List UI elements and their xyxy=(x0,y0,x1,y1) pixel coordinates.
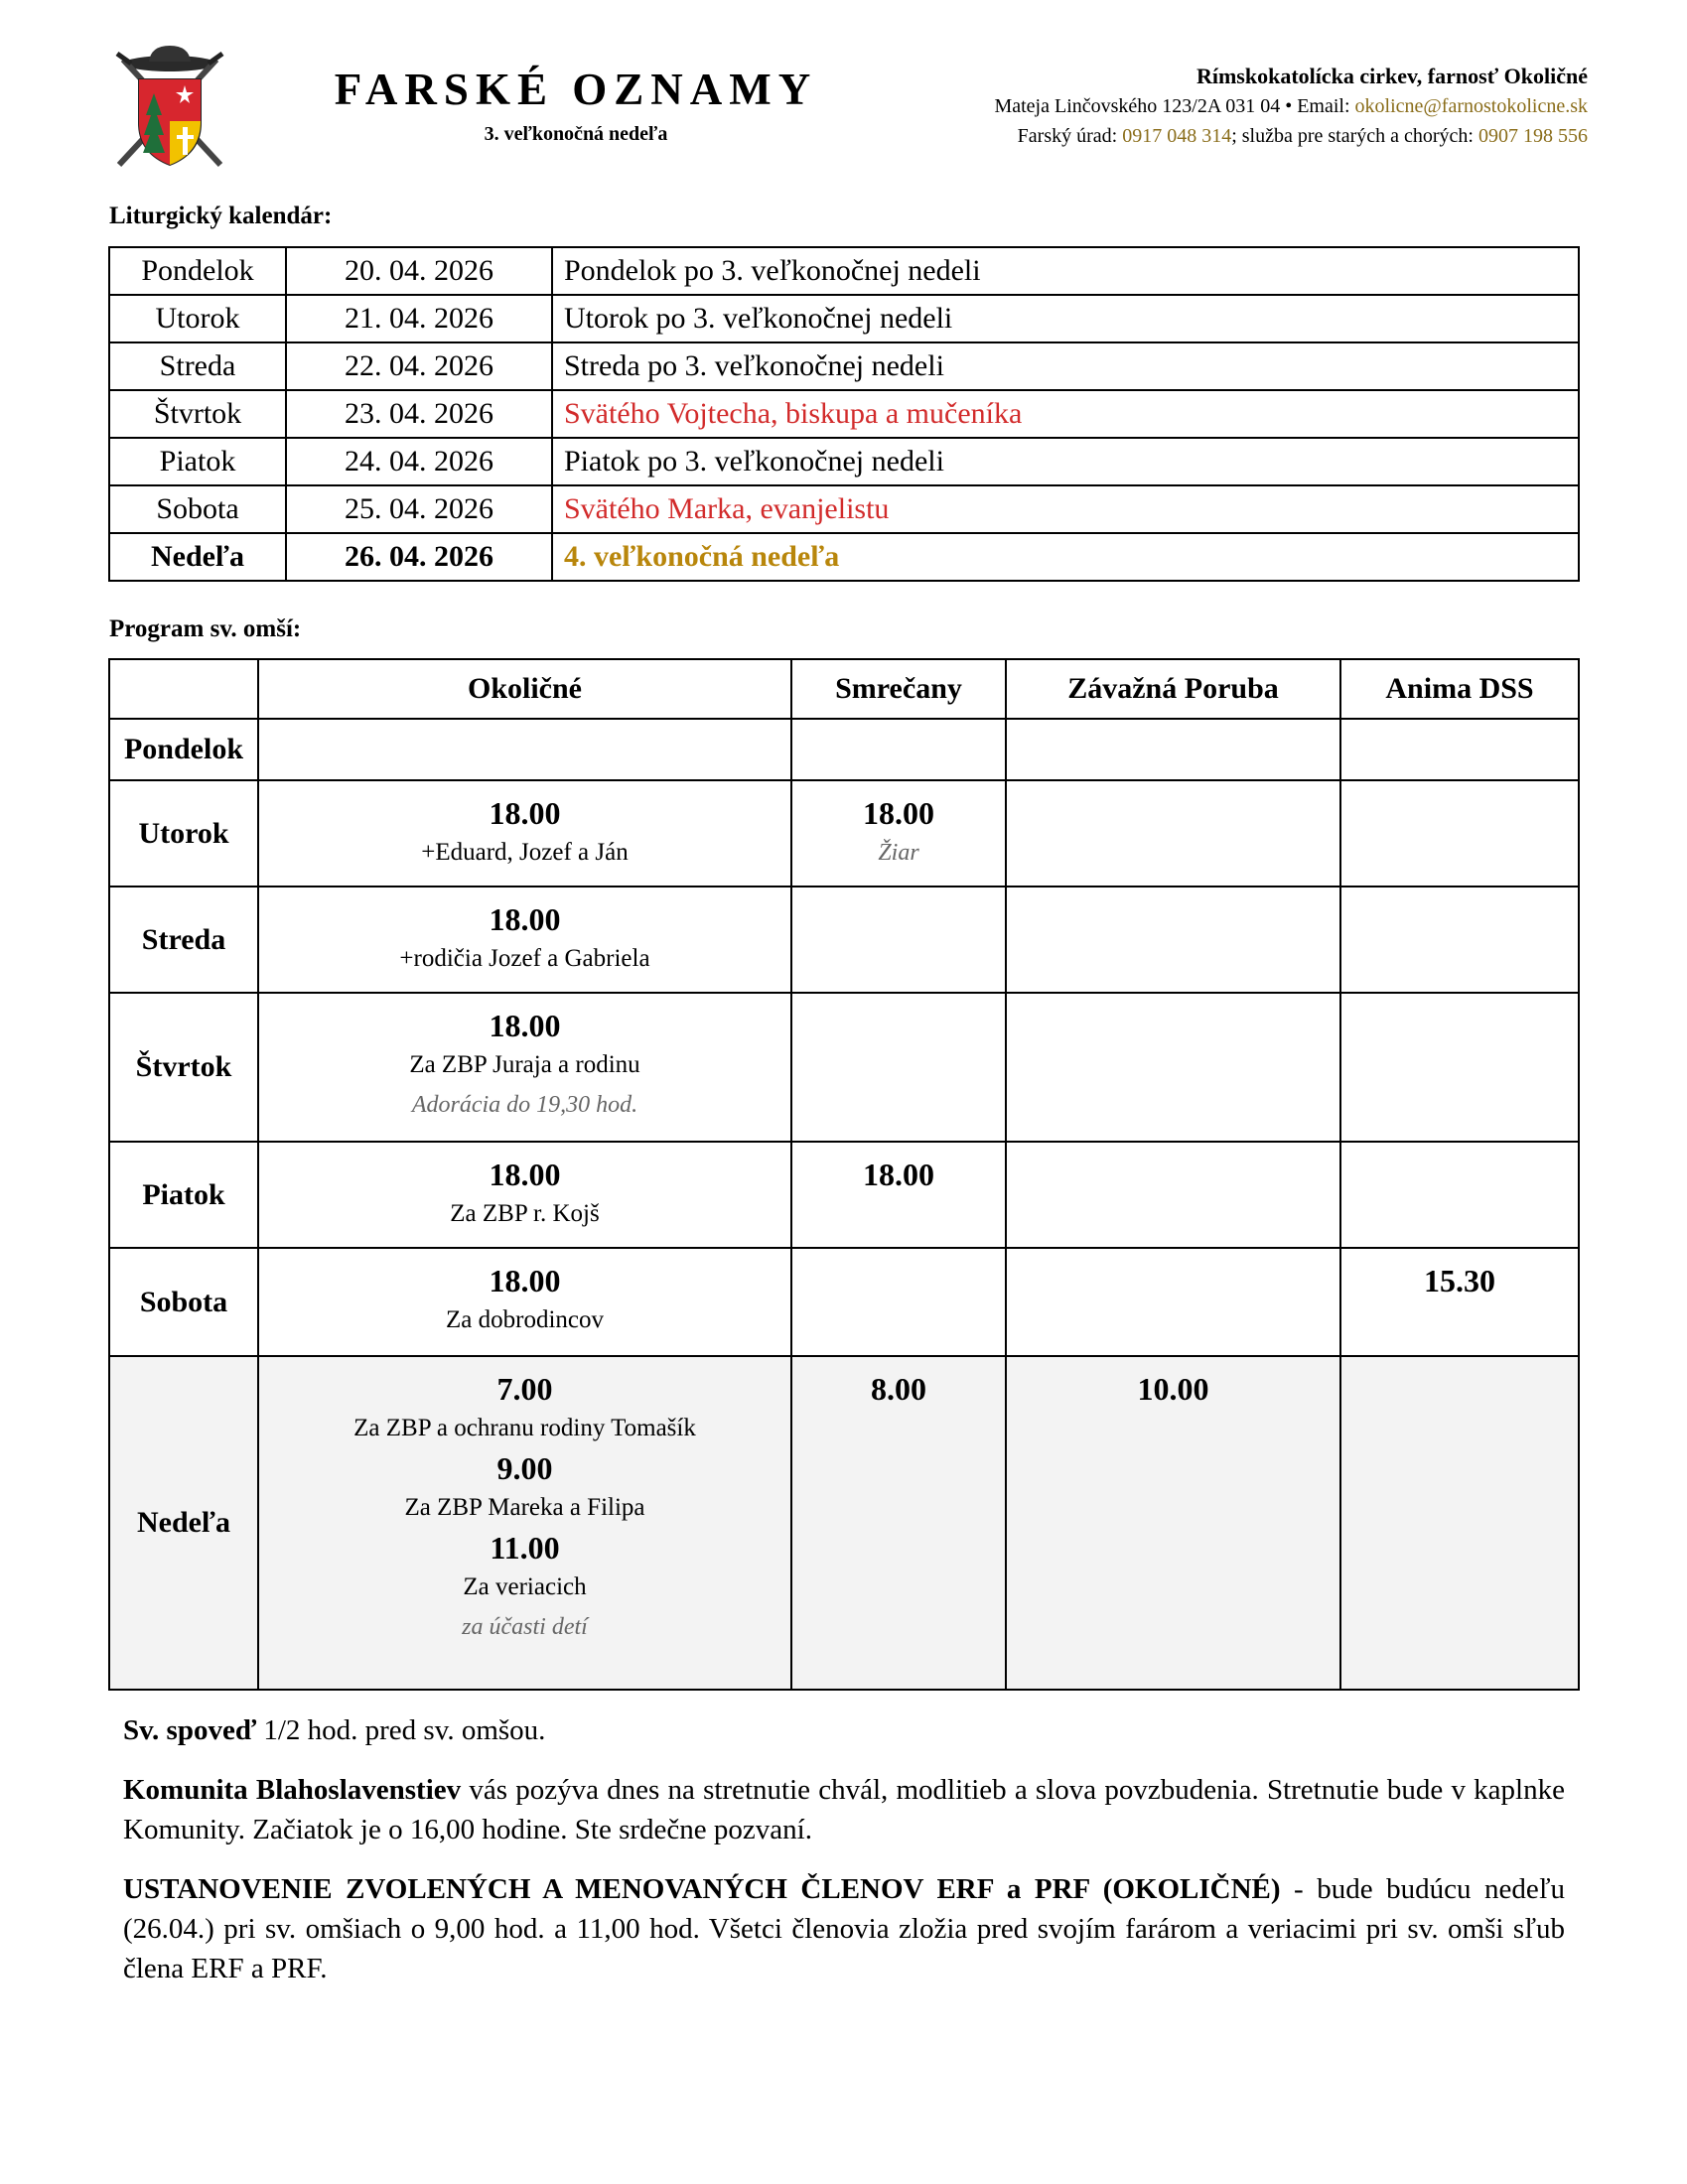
header-anima-dss: Anima DSS xyxy=(1340,659,1579,719)
calendar-row-sunday xyxy=(109,533,1579,581)
calendar-description: Utorok po 3. veľkonočnej nedeli xyxy=(552,295,1579,342)
mass-time: 9.00 xyxy=(496,1450,553,1486)
mass-row-thursday xyxy=(109,993,1579,1142)
mass-intention: +Eduard, Jozef a Ján xyxy=(421,839,629,866)
mass-row-friday xyxy=(109,1142,1579,1248)
mass-day: Pondelok xyxy=(109,719,258,780)
service-label: ; služba pre starých a chorých: xyxy=(1231,125,1478,147)
mass-note: Adorácia do 19,30 hod. xyxy=(411,1092,638,1118)
poruba-cell xyxy=(1006,1142,1340,1248)
smrecany-cell xyxy=(791,1142,1006,1248)
calendar-date: 22. 04. 2026 xyxy=(286,342,552,390)
calendar-title: Liturgický kalendár: xyxy=(109,203,333,229)
calendar-row xyxy=(109,485,1579,533)
calendar-date: 20. 04. 2026 xyxy=(286,247,552,295)
mass-row-tuesday xyxy=(109,780,1579,887)
smrecany-cell xyxy=(791,1248,1006,1356)
calendar-day: Streda xyxy=(109,342,286,390)
mass-time: 18.00 xyxy=(863,1157,934,1192)
calendar-day: Nedeľa xyxy=(109,533,286,581)
calendar-row xyxy=(109,342,1579,390)
calendar-day: Štvrtok xyxy=(109,390,286,438)
anima-cell xyxy=(1340,1248,1579,1356)
page-subtitle: 3. veľkonočná nedeľa xyxy=(484,123,668,145)
mass-program-title: Program sv. omší: xyxy=(109,615,302,642)
confession-text: 1/2 hod. pred sv. omšou. xyxy=(256,1714,546,1746)
mass-row-wednesday xyxy=(109,887,1579,993)
mass-row-monday xyxy=(109,719,1579,780)
community-notice xyxy=(123,1770,1565,1849)
mass-time: 18.00 xyxy=(489,1157,561,1192)
mass-row-sunday xyxy=(109,1356,1579,1690)
page-title: FARSKÉ OZNAMY xyxy=(334,65,818,114)
header-smrecany: Smrečany xyxy=(791,659,1006,719)
calendar-description-feast: Svätého Marka, evanjelistu xyxy=(552,485,1579,533)
calendar-description-feast: Svätého Vojtecha, biskupa a mučeníka xyxy=(552,390,1579,438)
calendar-date: 25. 04. 2026 xyxy=(286,485,552,533)
mass-intention: Za veriacich xyxy=(463,1573,587,1600)
mass-time: 18.00 xyxy=(863,795,934,831)
poruba-cell xyxy=(1006,887,1340,993)
smrecany-cell xyxy=(791,887,1006,993)
mass-day: Štvrtok xyxy=(109,993,258,1142)
poruba-cell xyxy=(1006,719,1340,780)
smrecany-cell xyxy=(791,780,1006,887)
mass-intention: Za ZBP a ochranu rodiny Tomašík xyxy=(353,1415,696,1441)
mass-intention: Za ZBP Mareka a Filipa xyxy=(404,1494,645,1521)
calendar-description-sunday: 4. veľkonočná nedeľa xyxy=(552,533,1579,581)
office-phone[interactable]: 0917 048 314 xyxy=(1122,125,1232,147)
parish-contact xyxy=(994,62,1588,151)
smrecany-cell xyxy=(791,719,1006,780)
smrecany-cell xyxy=(791,1356,1006,1690)
calendar-date: 23. 04. 2026 xyxy=(286,390,552,438)
announcements xyxy=(123,1710,1565,2008)
council-notice xyxy=(123,1869,1565,1988)
parish-phones xyxy=(994,121,1588,151)
okolicne-cell xyxy=(258,780,791,887)
anima-cell xyxy=(1340,887,1579,993)
poruba-cell xyxy=(1006,780,1340,887)
phone-label: Farský úrad: xyxy=(1017,125,1123,147)
mass-note: Žiar xyxy=(878,840,919,866)
calendar-row xyxy=(109,247,1579,295)
title-block xyxy=(298,62,854,146)
calendar-row xyxy=(109,438,1579,485)
mass-time: 18.00 xyxy=(489,795,561,831)
calendar-description: Streda po 3. veľkonočnej nedeli xyxy=(552,342,1579,390)
council-heading: USTANOVENIE ZVOLENÝCH A MENOVANÝCH ČLENOV ERF a PRF (OKOLIČNÉ) xyxy=(123,1873,1281,1905)
okolicne-cell xyxy=(258,719,791,780)
email-link[interactable]: okolicne@farnostokolicne.sk xyxy=(1354,95,1588,117)
calendar-day: Utorok xyxy=(109,295,286,342)
mass-time: 11.00 xyxy=(490,1530,560,1566)
calendar-date: 24. 04. 2026 xyxy=(286,438,552,485)
mass-day: Nedeľa xyxy=(109,1356,258,1690)
confession-notice xyxy=(123,1710,1565,1750)
header-okolicne: Okoličné xyxy=(258,659,791,719)
confession-heading: Sv. spoveď xyxy=(123,1714,257,1746)
calendar-day: Sobota xyxy=(109,485,286,533)
mass-intention: Za ZBP r. Kojš xyxy=(450,1200,600,1227)
mass-program-table xyxy=(108,658,1580,1691)
mass-intention: +rodičia Jozef a Gabriela xyxy=(399,945,650,972)
mass-day: Utorok xyxy=(109,780,258,887)
mass-time: 8.00 xyxy=(871,1371,926,1407)
liturgical-calendar-table xyxy=(108,246,1580,582)
okolicne-cell xyxy=(258,1248,791,1356)
community-text: vás pozýva dnes na stretnutie chvál, modlitieb a slova povzbudenia. Stretnutie bude v kaplnke Komunity. Začiatok je o 16,00 hodine. Ste srdečne pozvaní. xyxy=(123,1774,1565,1845)
mass-time: 18.00 xyxy=(489,901,561,937)
mass-time: 18.00 xyxy=(489,1263,561,1298)
anima-cell xyxy=(1340,993,1579,1142)
parish-address xyxy=(994,91,1588,121)
anima-cell xyxy=(1340,1356,1579,1690)
okolicne-cell xyxy=(258,887,791,993)
smrecany-cell xyxy=(791,993,1006,1142)
anima-cell xyxy=(1340,1142,1579,1248)
okolicne-cell xyxy=(258,1142,791,1248)
mass-intention: Za dobrodincov xyxy=(446,1306,604,1333)
calendar-description: Pondelok po 3. veľkonočnej nedeli xyxy=(552,247,1579,295)
poruba-cell xyxy=(1006,1356,1340,1690)
community-heading: Komunita Blahoslavenstiev xyxy=(123,1774,462,1806)
service-phone[interactable]: 0907 198 556 xyxy=(1478,125,1588,147)
mass-intention: Za ZBP Juraja a rodinu xyxy=(409,1051,640,1078)
parish-coat-of-arms-icon xyxy=(109,42,230,175)
council-text: - bude budúcu nedeľu (26.04.) pri sv. omšiach o 9,00 hod. a 11,00 hod. Všetci členovia zložia pred svojím farárom a veriacimi pri sv. omši sľub člena ERF a PRF. xyxy=(123,1873,1565,1984)
mass-day: Piatok xyxy=(109,1142,258,1248)
poruba-cell xyxy=(1006,1248,1340,1356)
mass-time: 15.30 xyxy=(1424,1263,1495,1298)
calendar-row xyxy=(109,390,1579,438)
address-text: Mateja Linčovského 123/2A 031 04 • Email: xyxy=(994,95,1355,117)
header-zavazna-poruba: Závažná Poruba xyxy=(1006,659,1340,719)
mass-day: Sobota xyxy=(109,1248,258,1356)
mass-row-saturday xyxy=(109,1248,1579,1356)
mass-time: 18.00 xyxy=(489,1008,561,1043)
mass-day: Streda xyxy=(109,887,258,993)
okolicne-cell xyxy=(258,993,791,1142)
mass-header-row xyxy=(109,659,1579,719)
calendar-day: Piatok xyxy=(109,438,286,485)
poruba-cell xyxy=(1006,993,1340,1142)
calendar-day: Pondelok xyxy=(109,247,286,295)
calendar-row xyxy=(109,295,1579,342)
okolicne-cell xyxy=(258,1356,791,1690)
calendar-date: 26. 04. 2026 xyxy=(286,533,552,581)
anima-cell xyxy=(1340,719,1579,780)
calendar-description: Piatok po 3. veľkonočnej nedeli xyxy=(552,438,1579,485)
mass-time: 7.00 xyxy=(496,1371,553,1407)
parish-name: Rímskokatolícka cirkev, farnosť Okoličné xyxy=(1195,64,1588,88)
anima-cell xyxy=(1340,780,1579,887)
calendar-date: 21. 04. 2026 xyxy=(286,295,552,342)
mass-note: za účasti detí xyxy=(462,1614,588,1640)
header-empty xyxy=(109,659,258,719)
mass-time: 10.00 xyxy=(1137,1371,1209,1407)
